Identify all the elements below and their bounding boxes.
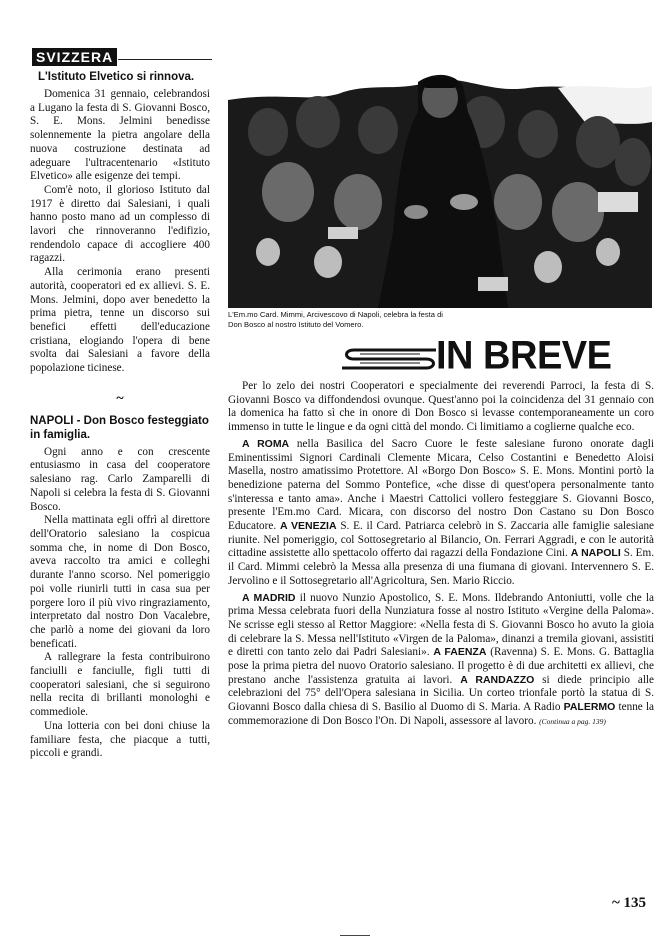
- news-photo: [228, 52, 652, 308]
- left-column: [30, 48, 210, 761]
- city-name: PALERMO: [563, 701, 616, 714]
- paragraph-text: S. Em. il Card. Mimmi celebrò la Messa alla presenza di una fiumana di giovani. Intervennero S. E. Jervolino e il Sottosegretario all'Agricoltura, Sen. Mario Riccio.: [228, 547, 655, 587]
- article-svizzera: [30, 88, 210, 376]
- city-name: A MADRID: [242, 591, 296, 604]
- city-name: A ROMA: [242, 437, 290, 450]
- article-headline-napoli: NAPOLI - Don Bosco festeggiato in famiglia.: [30, 414, 209, 441]
- paragraph: A rallegrare la festa contribuirono fanciulli e fanciulle, figli tutti di cooperatori salesiani, che si seguirono nella recita di brillanti monologhi e commediole.: [30, 651, 210, 719]
- paragraph-text: (Ravenna) S. E. Mons. G. Battaglia pose la prima pietra del nuovo Oratorio salesiano. Il progetto è di due architetti ex allievi, che prestano anche l'assistenza gratuita ai lavori.: [228, 646, 655, 686]
- paragraph-madrid: [228, 592, 654, 729]
- in-breve-logo-icon: [340, 344, 440, 374]
- paragraph: Com'è noto, il glorioso Istituto dal 1917 è diretto dai Salesiani, i quali hanno posto mano ad un complesso di lavori che rinnoveranno l'edifizio, rendendolo capace di accogliere 400 ragazzi.: [30, 183, 210, 265]
- paragraph: Alla cerimonia erano presenti autorità, cooperatori ed ex allievi. S. E. Mons. Jelmini, dopo aver benedetto la prima pietra, tenne un discorso sui benefici effetti dell'educazione cristiana, elogiando l'opera di bene svolta dai Salesiani a favore della popolazione ticinese.: [30, 266, 210, 375]
- article-separator: ~: [116, 390, 124, 406]
- continued-note: (Continua a pag. 139): [539, 716, 606, 726]
- article-napoli: [30, 446, 210, 761]
- paragraph-text: si diede principio alle celebrazioni del 75° dell'Opera salesiana in Sicilia. Un corteo trionfale portò la statua di S. Giovanni Bosco dalla chiesa di S. Basilio al Duomo di S. Maria. A Radio: [228, 673, 655, 714]
- city-name: A FAENZA: [433, 646, 487, 659]
- section-tag: SVIZZERA: [32, 48, 117, 66]
- paragraph: Domenica 31 gennaio, celebrandosi a Lugano la festa di S. Giovanni Bosco, S. E. Mons. Jelmini benedisse solennemente la pietra angolare della nuova costruzione destinata ad adeguare l'ultracentenario «Istituto Elvetico» alle esigenze dei tempi.: [30, 88, 210, 183]
- photo-caption: L'Em.mo Card. Mimmi, Arcivescovo di Napoli, celebra la festa di Don Bosco al nostro Istituto del Vomero.: [228, 310, 443, 329]
- paragraph-text: nella Basilica del Sacro Cuore le feste salesiane furono onorate dagli Eminentissimi Signori Cardinali Clemente Micara, Celso Costantini e Benedetto Aloisi Masella, nostro amatissimo Protettore. Al «Borgo Don Bosco» S. E. Mons. Montini portò la benedizione paterna del Sommo Pontefice, «che disse di quest'opera personalmente tanto s'interessa e tanto ama». Anche i Maestri Cattolici vollero festeggiare S. Giovanni Bosco, presente l'Em.mo Card. Micara, con discorso del nostro Don Castano su Don Bosco Educatore.: [228, 437, 655, 533]
- in-breve-column: [228, 380, 654, 729]
- city-name: A RANDAZZO: [460, 673, 535, 686]
- paragraph: Per lo zelo dei nostri Cooperatori e specialmente dei reverendi Parroci, la festa di S. Giovanni Bosco va diffondendosi ovunque. Quest'anno poi la coincidenza del 31 gennaio con la domenica ha fatto sì che in onore di Don Bosco si levasse contemporaneamente un coro immenso in tutte le lingue e da ogni città del mondo. Ci limitiamo a coglierne qualche eco.: [228, 380, 654, 434]
- article-headline-svizzera: L'Istituto Elvetico si rinnova.: [38, 71, 195, 83]
- paragraph: Una lotteria con bei doni chiuse la familiare festa, che piacque a tutti, piccoli e grandi.: [30, 719, 210, 760]
- photo-image: [228, 52, 652, 308]
- page-number: ~ 135: [612, 895, 647, 911]
- city-name: A VENEZIA: [279, 520, 337, 533]
- paragraph: Ogni anno e con crescente entusiasmo in casa del cooperatore salesiano rag. Carlo Zamparelli di Napoli si celebra la festa di S. Giovanni Bosco.: [30, 445, 210, 513]
- in-breve-title: IN BREVE: [436, 333, 612, 379]
- paragraph-roma: [228, 438, 654, 589]
- paragraph-text: S. E. il Card. Patriarca celebrò in S. Zaccaria alle famiglie salesiane riunite. Nel pomeriggio, col Sottosegretario al Bilancio, On. Ferrari Aggradi, e con le autorità cittadine assistette allo spettacolo offerto dai ragazzi della Fondazione Cini.: [228, 520, 654, 560]
- paragraph: Nella mattinata egli offrì al direttore dell'Oratorio salesiano la cospicua somma che, in nome di Don Bosco, aveva raccolto tra amici e colleghi durante l'anno scorso. Nel pomeriggio poi volle riunirli tutti in casa sua per porgere loro il più vivo ringraziamento, interpretato dal nostro Don Vacalebre, che parlò a nome dei giovani da loro beneficati.: [30, 514, 210, 650]
- paragraph-text: il nuovo Nunzio Apostolico, S. E. Mons. Ildebrando Antoniutti, volle che la prima Messa celebrata fuori della Nunziatura fosse al nostro Istituto «Vergine della Paloma». Ne scrisse egli stesso al Rettor Maggiore: «Nella festa di S. Giovanni Bosco ho avuto la gioia di celebrare la S. Messa nell'Istituto «Virgen de la Paloma», dinanzi a tremila giovani, assistiti e diretti con tanto zelo dai Padri Salesiani».: [228, 591, 655, 659]
- city-name: A NAPOLI: [570, 547, 621, 560]
- paragraph-text: tenne la commemorazione di Don Bosco l'On. Di Napoli, assessore al lavoro.: [228, 701, 655, 727]
- bottom-rule: [340, 935, 370, 936]
